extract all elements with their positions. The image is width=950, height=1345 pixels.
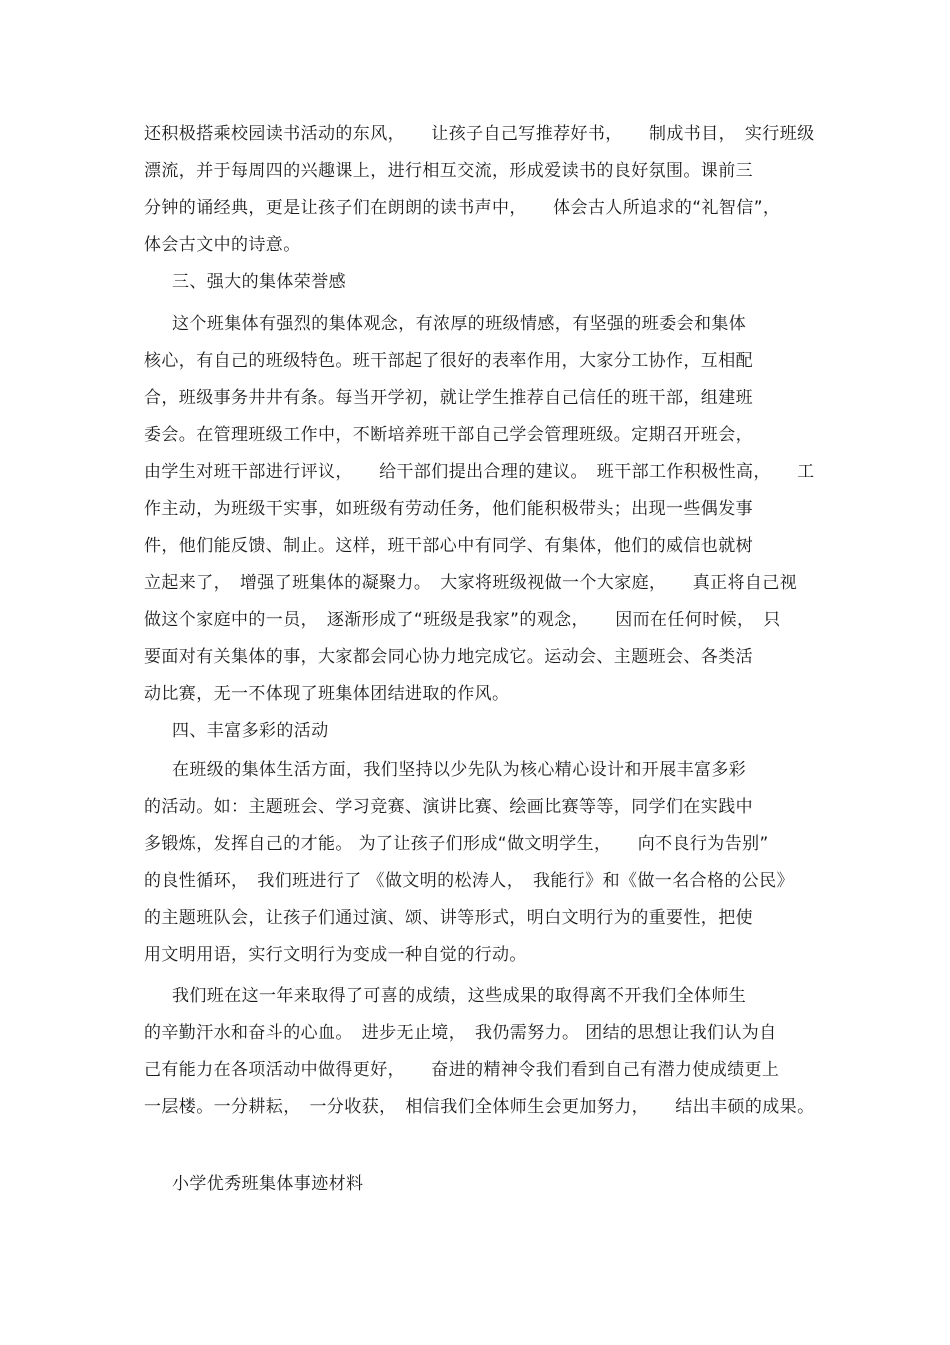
paragraph-line: 立起来了， 增强了班集体的凝聚力。 大家将班级视做一个大家庭， 真正将自己视 — [144, 573, 798, 593]
paragraph-line: 件，他们能反馈、制止。这样，班干部心中有同学、有集体，他们的威信也就树 — [144, 536, 753, 556]
paragraph-line: 这个班集体有强烈的集体观念，有浓厚的班级情感，有坚强的班委会和集体 — [172, 314, 747, 334]
paragraph-line: 由学生对班干部进行评议， 给干部们提出合理的建议。 班干部工作积极性高， 工 — [144, 462, 815, 482]
paragraph-line: 还积极搭乘校园读书活动的东风， 让孩子自己写推荐好书， 制成书目， 实行班级 — [144, 124, 815, 144]
paragraph-line: 动比赛，无一不体现了班集体团结进取的作风。 — [144, 684, 510, 704]
document-title: 小学优秀班集体事迹材料 — [172, 1174, 364, 1194]
paragraph-line: 在班级的集体生活方面，我们坚持以少先队为核心精心设计和开展丰富多彩 — [172, 760, 747, 780]
paragraph-line: 委会。在管理班级工作中，不断培养班干部自己学会管理班级。定期召开班会， — [144, 425, 753, 445]
paragraph-line: 作主动，为班级干实事，如班级有劳动任务，他们能积极带头；出现一些偶发事 — [144, 499, 753, 519]
paragraph-line: 要面对有关集体的事，大家都会同心协力地完成它。运动会、主题班会、各类活 — [144, 647, 753, 667]
paragraph-line: 多锻炼，发挥自己的才能。 为了让孩子们形成“做文明学生， 向不良行为告别” — [144, 834, 769, 854]
paragraph-line: 核心，有自己的班级特色。班干部起了很好的表率作用，大家分工协作，互相配 — [144, 351, 753, 371]
section-heading: 四、丰富多彩的活动 — [172, 721, 329, 741]
paragraph-line: 体会古文中的诗意。 — [144, 235, 301, 255]
paragraph-line: 漂流，并于每周四的兴趣课上，进行相互交流，形成爱读书的良好氛围。课前三 — [144, 161, 753, 181]
paragraph-line: 做这个家庭中的一员， 逐渐形成了“班级是我家”的观念， 因而在任何时候， 只 — [144, 610, 781, 630]
paragraph-line: 用文明用语，实行文明行为变成一种自觉的行动。 — [144, 945, 527, 965]
paragraph-line: 分钟的诵经典，更是让孩子们在朗朗的读书声中， 体会古人所追求的“礼智信”， — [144, 198, 781, 218]
paragraph-line: 的辛勤汗水和奋斗的心血。 进步无止境， 我仍需努力。 团结的思想让我们认为自 — [144, 1023, 777, 1043]
paragraph-line: 的主题班队会，让孩子们通过演、颂、讲等形式，明白文明行为的重要性，把使 — [144, 908, 753, 928]
paragraph-line: 的活动。如：主题班会、学习竞赛、演讲比赛、绘画比赛等等，同学们在实践中 — [144, 797, 753, 817]
paragraph-line: 的良性循环， 我们班进行了 《做文明的松涛人， 我能行》和《做一名合格的公民》 — [144, 871, 795, 891]
paragraph-line: 合，班级事务井井有条。每当开学初，就让学生推荐自己信任的班干部，组建班 — [144, 388, 753, 408]
paragraph-line: 我们班在这一年来取得了可喜的成绩，这些成果的取得离不开我们全体师生 — [172, 986, 747, 1006]
paragraph-line: 一层楼。一分耕耘， 一分收获， 相信我们全体师生会更加努力， 结出丰硕的成果。 — [144, 1097, 815, 1117]
paragraph-line: 己有能力在各项活动中做得更好， 奋进的精神令我们看到自己有潜力使成绩更上 — [144, 1060, 780, 1080]
section-heading: 三、强大的集体荣誉感 — [172, 272, 346, 292]
